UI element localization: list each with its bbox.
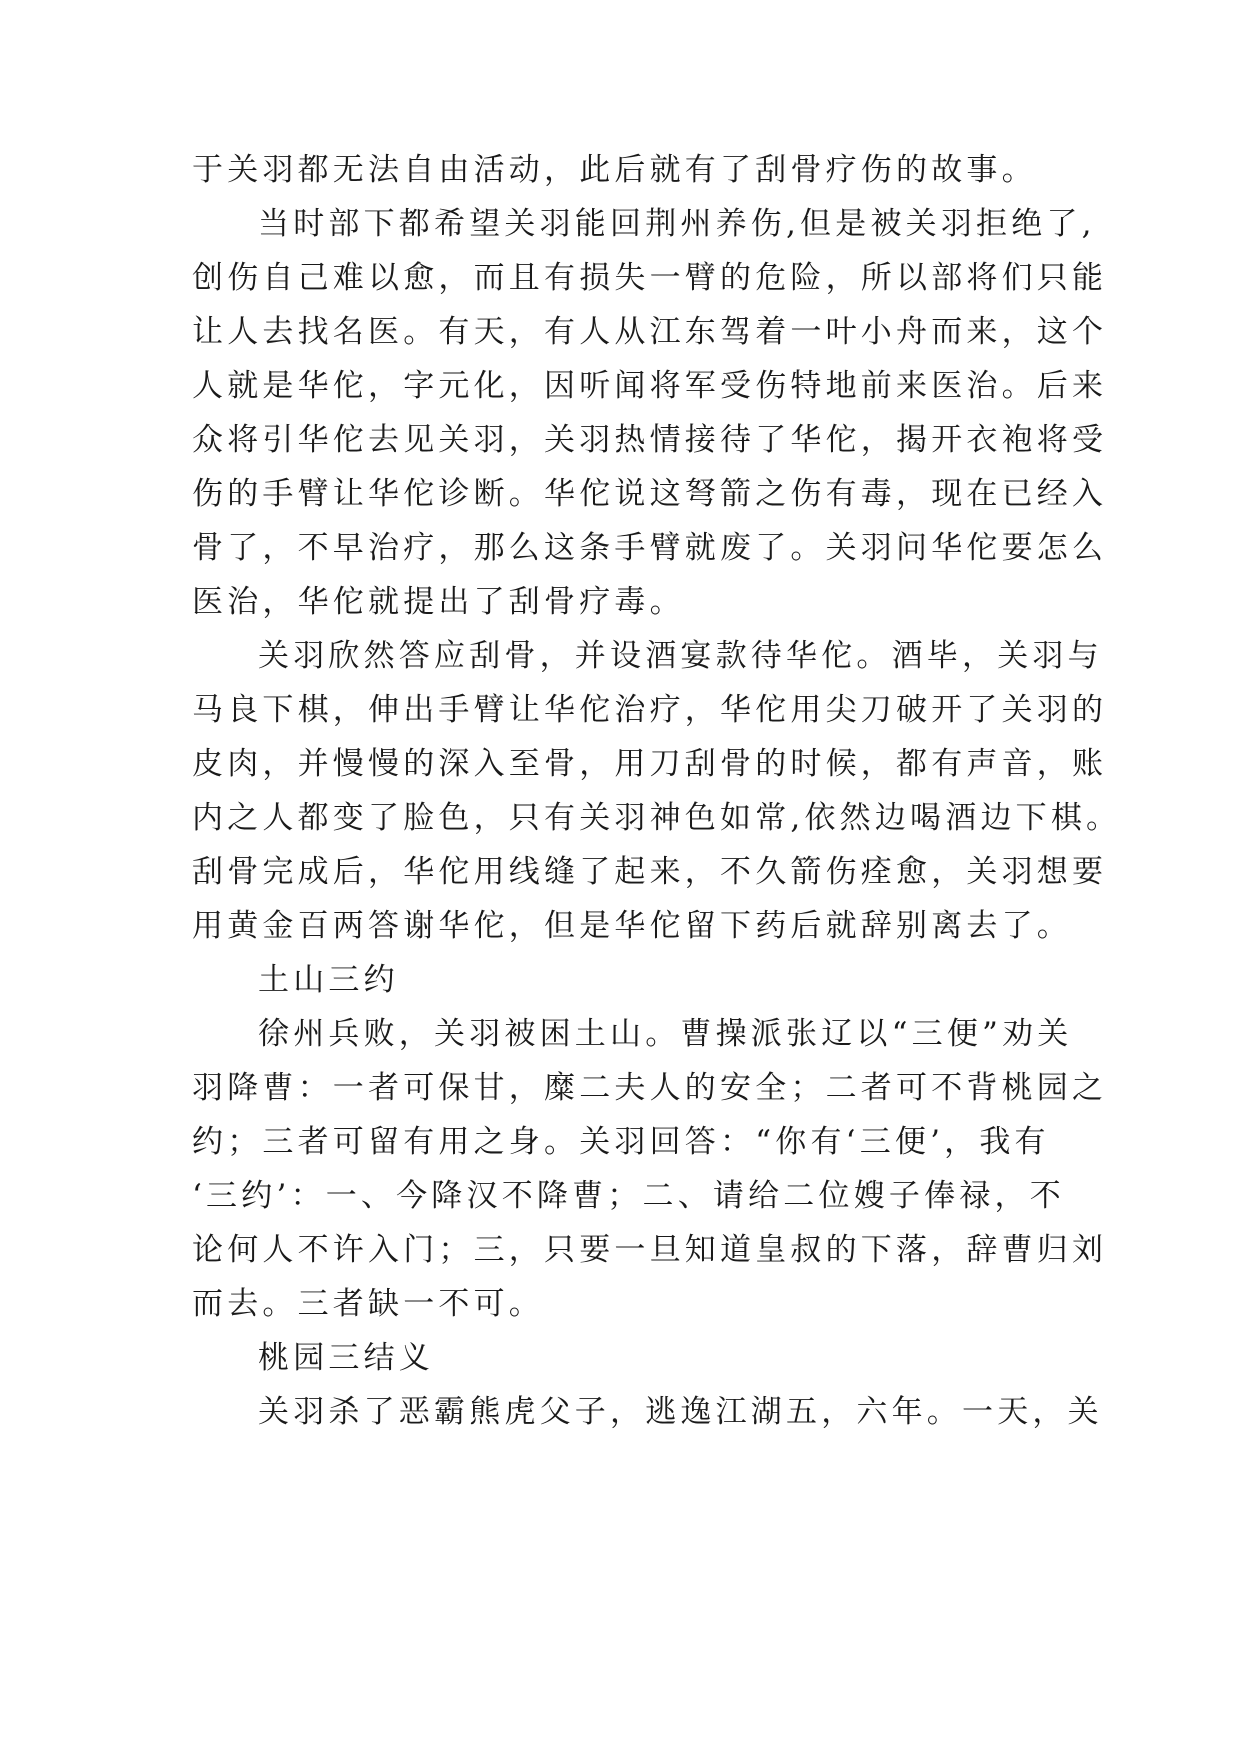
text-line-9: 医治，华佗就提出了刮骨疗毒。	[192, 584, 685, 620]
text-line-2: 当时部下都希望关羽能回荆州养伤,但是被关羽拒绝了,	[258, 206, 1096, 242]
text-line-5: 人就是华佗，字元化，因听闻将军受伤特地前来医治。后来	[192, 368, 1108, 404]
text-line-22: 而去。三者缺一不可。	[192, 1286, 544, 1322]
text-line-3: 创伤自己难以愈，而且有损失一臂的危险，所以部将们只能	[192, 260, 1108, 296]
text-line-11: 马良下棋，伸出手臂让华佗治疗，华佗用尖刀破开了关羽的	[192, 692, 1108, 728]
text-line-4: 让人去找名医。有天，有人从江东驾着一叶小舟而来，这个	[192, 314, 1108, 350]
text-line-12: 皮肉，并慢慢的深入至骨，用刀刮骨的时候，都有声音，账	[192, 746, 1108, 782]
text-line-8: 骨了，不早治疗，那么这条手臂就废了。关羽问华佗要怎么	[192, 530, 1108, 566]
text-line-17: 徐州兵败，关羽被困土山。曹操派张辽以“三便”劝关	[258, 1016, 1073, 1052]
section-heading-tushan: 土山三约	[258, 962, 399, 998]
text-line-15: 用黄金百两答谢华佗，但是华佗留下药后就辞别离去了。	[192, 908, 1072, 944]
text-line-24: 关羽杀了恶霸熊虎父子，逃逸江湖五，六年。一天，关	[258, 1394, 1103, 1430]
text-line-18: 羽降曹：一者可保甘，糜二夫人的安全；二者可不背桃园之	[192, 1070, 1108, 1106]
text-line-10: 关羽欣然答应刮骨，并设酒宴款待华佗。酒毕，关羽与	[258, 638, 1103, 674]
text-line-6: 众将引华佗去见关羽，关羽热情接待了华佗，揭开衣袍将受	[192, 422, 1108, 458]
text-line-14: 刮骨完成后，华佗用线缝了起来，不久箭伤痊愈，关羽想要	[192, 854, 1108, 890]
text-line-19: 约；三者可留有用之身。关羽回答：“你有‘三便’，我有	[192, 1124, 1050, 1160]
text-line-7: 伤的手臂让华佗诊断。华佗说这弩箭之伤有毒，现在已经入	[192, 476, 1108, 512]
section-heading-taoyuan: 桃园三结义	[258, 1340, 434, 1376]
text-line-21: 论何人不许入门；三，只要一旦知道皇叔的下落，辞曹归刘	[192, 1232, 1108, 1268]
text-line-20: ‘三约’：一、今降汉不降曹；二、请给二位嫂子俸禄，不	[192, 1178, 1065, 1214]
text-line-13: 内之人都变了脸色，只有关羽神色如常,依然边喝酒边下棋。	[192, 800, 1122, 836]
text-line-1: 于关羽都无法自由活动，此后就有了刮骨疗伤的故事。	[192, 152, 1037, 188]
